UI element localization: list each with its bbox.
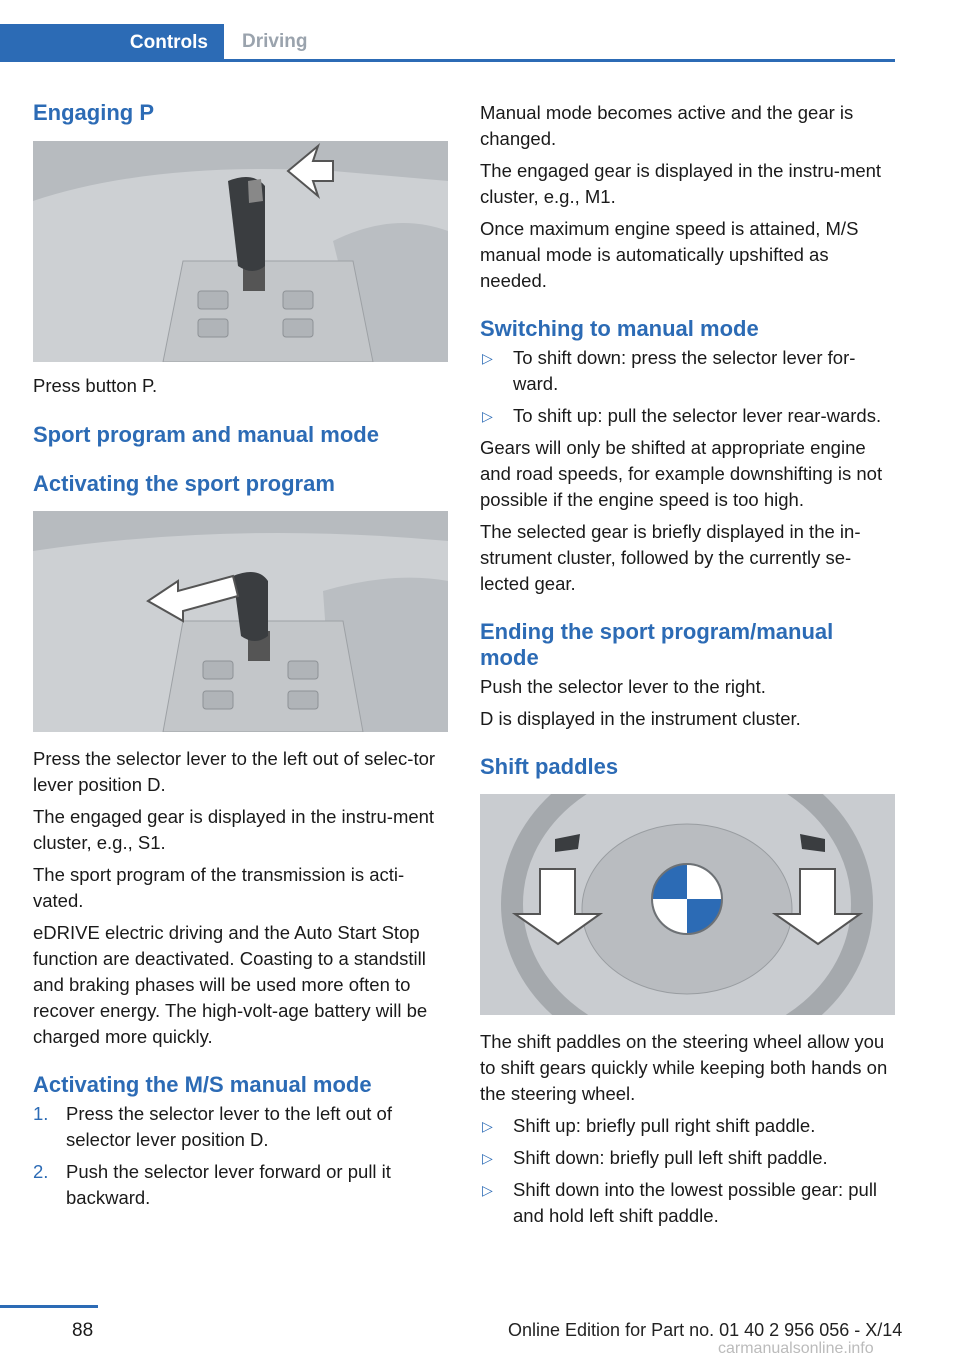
page-header: [0, 0, 895, 62]
right-column: [480, 100, 896, 1229]
text-paddles-intro: The shift paddles on the steering wheel allow you to shift gears quickly while keeping both hands on the steering wheel.: [480, 1031, 888, 1105]
tab-controls[interactable]: Controls: [0, 24, 224, 62]
step-text: Press the selector lever to the left out of selector lever position D.: [66, 1103, 392, 1151]
steering-wheel-illustration: [480, 794, 895, 1015]
selector-lever-left-illustration: [33, 511, 448, 732]
triangle-bullet-icon: ▷: [482, 350, 493, 367]
text-sport-3: The sport program of the transmission is acti‐vated.: [33, 863, 405, 911]
heading-activating-sport: Activating the sport program: [33, 470, 335, 496]
list-item: [33, 1101, 449, 1153]
footer-divider: [0, 1305, 98, 1308]
heading-engaging-p: Engaging P: [33, 100, 154, 125]
text-manual-1: Manual mode becomes active and the gear is changed.: [480, 102, 854, 149]
triangle-bullet-icon: ▷: [482, 1182, 493, 1199]
list-item: [33, 1159, 449, 1211]
list-item-text: Shift down into the lowest possible gear: pull and hold left shift paddle.: [513, 1179, 878, 1227]
footer-edition: Online Edition for Part no. 01 40 2 956 056 - X/14: [508, 1320, 903, 1340]
heading-activating-ms: Activating the M/S manual mode: [33, 1071, 372, 1097]
triangle-bullet-icon: ▷: [482, 1118, 493, 1135]
step-number: 2.: [33, 1161, 49, 1183]
page-number: 88: [72, 1320, 94, 1341]
step-number: 1.: [33, 1103, 49, 1125]
triangle-bullet-icon: ▷: [482, 1150, 493, 1167]
text-manual-5: The selected gear is briefly displayed in the in‐strument cluster, followed by the currently se‐lected gear.: [480, 521, 861, 595]
heading-shift-paddles: Shift paddles: [480, 753, 619, 779]
heading-ending-sport: Ending the sport program/manual mode: [480, 619, 834, 670]
watermark: carmanualsonline.info: [718, 1340, 874, 1357]
heading-sport-manual: Sport program and manual mode: [33, 422, 379, 448]
text-manual-3: Once maximum engine speed is attained, M/S manual mode is automatically upshifted as needed.: [480, 218, 859, 291]
text-manual-6: Push the selector lever to the right.: [480, 675, 766, 697]
list-item: [480, 1113, 896, 1139]
left-column: [33, 100, 449, 1211]
list-item-text: Shift down: briefly pull left shift paddle.: [513, 1147, 828, 1169]
paddles-list: [480, 1113, 896, 1229]
text-press-button-p: Press button P.: [33, 375, 158, 397]
list-item: [480, 1177, 896, 1229]
list-item: [480, 345, 896, 397]
selector-lever-p-illustration: [33, 141, 448, 362]
list-item-text: Shift up: briefly pull right shift paddle.: [513, 1115, 816, 1137]
list-item: [480, 403, 896, 429]
text-sport-2: The engaged gear is displayed in the instru‐ment cluster, e.g., S1.: [33, 805, 435, 853]
triangle-bullet-icon: ▷: [482, 408, 493, 425]
text-sport-4: eDRIVE electric driving and the Auto Start Stop function are deactivated. Coasting to a standstill and braking phases will be used more often to recover energy. The high-volt‐age battery will be charged more quickly.: [33, 921, 428, 1047]
text-manual-4: Gears will only be shifted at appropriate engine and road speeds, for example downshifting is not possible if the engine speed is too high.: [480, 437, 883, 511]
list-item: [480, 1145, 896, 1171]
text-manual-7: D is displayed in the instrument cluster.: [480, 707, 801, 729]
list-item-text: To shift down: press the selector lever for‐ward.: [513, 347, 856, 395]
text-manual-2: The engaged gear is displayed in the instru‐ment cluster, e.g., M1.: [480, 160, 882, 207]
ms-steps-list: [33, 1101, 449, 1211]
text-sport-1: Press the selector lever to the left out of selec‐tor lever position D.: [33, 747, 436, 795]
switching-list: [480, 345, 896, 429]
tab-driving[interactable]: Driving: [224, 24, 895, 62]
list-item-text: To shift up: pull the selector lever rear‐wards.: [513, 405, 882, 427]
heading-switching-manual: Switching to manual mode: [480, 316, 759, 341]
step-text: Push the selector lever forward or pull it backward.: [66, 1161, 391, 1209]
